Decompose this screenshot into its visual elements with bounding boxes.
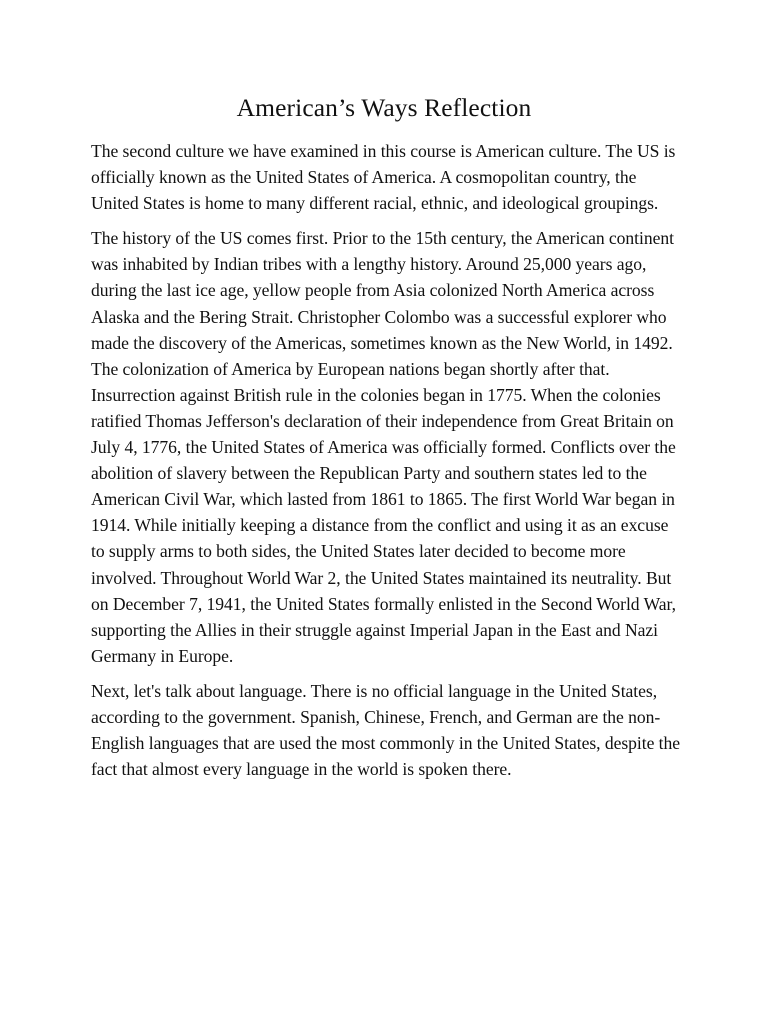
document-body [91, 138, 681, 791]
paragraph-language: Next, let's talk about language. There is no official language in the United States, according to the government. Spanish, Chinese, French, and German are the non-English languages that are used the most commonly in the United States, despite the fact that almost every language in the world is spoken there. [91, 680, 681, 780]
paragraph-history: The history of the US comes first. Prior to the 15th century, the American continent was inhabited by Indian tribes with a lengthy history. Around 25,000 years ago, during the last ice age, yellow people from Asia colonized North America across Alaska and the Bering Strait. Christopher Colombo was a successful explorer who made the discovery of the Americas, sometimes known as the New World, in 1492. The colonization of America by European nations began shortly after that. Insurrection against British rule in the colonies began in 1775. When the colonies ratified Thomas Jefferson's declaration of their independence from Great Britain on July 4, 1776, the United States of America was officially formed. Conflicts over the abolition of slavery between the Republican Party and southern states led to the American Civil War, which lasted from 1861 to 1865. The first World War began in 1914. While initially keeping a distance from the conflict and using it as an excuse to supply arms to both sides, the United States later decided to become more involved. Throughout World War 2, the United States maintained its neutrality. But on December 7, 1941, the United States formally enlisted in the Second World War, supporting the Allies in their struggle against Imperial Japan in the East and Nazi Germany in Europe. [91, 228, 676, 666]
paragraph-intro: The second culture we have examined in this course is American culture. The US is officially known as the United States of America. A cosmopolitan country, the United States is home to many different racial, ethnic, and ideological groupings. [91, 141, 676, 214]
page-title: American’s Ways Reflection [236, 93, 532, 122]
